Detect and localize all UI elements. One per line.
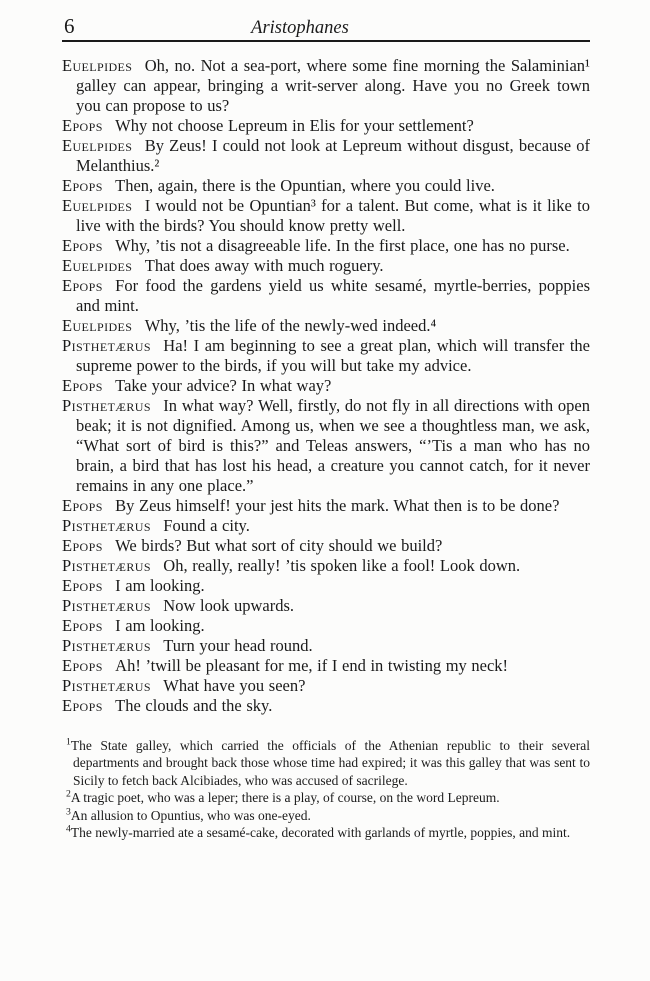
dialogue-section [62,56,590,716]
speech-text: Oh, really, really! ’tis spoken like a fool! Look down. [163,556,521,575]
footnote-text: The State galley, which carried the officials of the Athenian republic to their several departments and brought back those whose time had expired; it was this galley that was sent to Sicily to fetch back Alcibiades, who was accused of sacrilege. [70,738,590,788]
speaker-name: Epops [62,696,103,715]
speaker-name: Euelpides [62,196,133,215]
dialogue-line [62,196,590,236]
speech-text: Why, ’tis the life of the newly-wed indeed.⁴ [144,316,437,335]
dialogue-line [62,236,590,256]
speech-text: Oh, no. Not a sea-port, where some fine morning the Salaminian¹ galley can appear, bringing a writ-server along. Have you no Greek town you can propose to us? [76,56,590,115]
speaker-name: Euelpides [62,256,133,275]
dialogue-line [62,636,590,656]
dialogue-line [62,176,590,196]
speaker-name: Epops [62,276,103,295]
page-number: 6 [64,14,75,38]
speaker-name: Pisthetærus [62,556,151,575]
speaker-name: Pisthetærus [62,516,151,535]
speech-text: Turn your head round. [163,636,313,655]
speech-text: By Zeus! I could not look at Lepreum without disgust, because of Melanthius.² [76,136,590,175]
dialogue-line [62,336,590,376]
dialogue-line [62,696,590,716]
footnote [66,737,590,789]
footnote-text: A tragic poet, who was a leper; there is a play, of course, on the word Lepreum. [70,790,500,806]
speaker-name: Euelpides [62,136,133,155]
speech-text: Ah! ’twill be pleasant for me, if I end in twisting my neck! [115,656,509,675]
dialogue-line [62,496,590,516]
speaker-name: Epops [62,616,103,635]
speaker-name: Epops [62,656,103,675]
speech-text: Then, again, there is the Opuntian, where you could live. [115,176,495,195]
speech-text: Why, ’tis not a disagreeable life. In the first place, one has no purse. [115,236,570,255]
speech-text: I am looking. [115,576,205,595]
dialogue-line [62,516,590,536]
footnote-text: An allusion to Opuntius, who was one-eyed. [70,807,311,823]
dialogue-line [62,136,590,176]
speaker-name: Epops [62,496,103,515]
header-rule [62,40,590,42]
dialogue-line [62,116,590,136]
speech-text: I am looking. [115,616,205,635]
dialogue-line [62,56,590,116]
dialogue-line [62,256,590,276]
footnote-text: The newly-married ate a sesamé-cake, decorated with garlands of myrtle, poppies, and mint. [70,825,571,841]
speech-text: Why not choose Lepreum in Elis for your settlement? [115,116,474,135]
speech-text: Now look upwards. [163,596,294,615]
speech-text: In what way? Well, firstly, do not fly in all directions with open beak; it is not dignified. Among us, when we see a thoughtless man, we ask, “What sort of bird is this?” and Teleas answers, “’Tis a man who has no brain, a bird that has lost his head, a creature you cannot catch, for it never remains in any one place.” [76,396,590,495]
speaker-name: Pisthetærus [62,336,151,355]
speaker-name: Epops [62,536,103,555]
speaker-name: Euelpides [62,56,133,75]
speech-text: What have you seen? [163,676,306,695]
speaker-name: Epops [62,236,103,255]
dialogue-line [62,556,590,576]
speech-text: Found a city. [163,516,250,535]
running-header [62,14,590,40]
dialogue-line [62,676,590,696]
speaker-name: Pisthetærus [62,396,151,415]
dialogue-line [62,616,590,636]
dialogue-line [62,596,590,616]
dialogue-line [62,396,590,496]
footnote-marker: 1 [66,736,71,748]
speaker-name: Epops [62,116,103,135]
running-head-title: Aristophanes [251,18,349,38]
speech-text: Ha! I am beginning to see a great plan, which will transfer the supreme power to the birds, if you will but take my advice. [76,336,590,375]
footnotes-section [66,737,590,841]
footnote [66,824,590,841]
dialogue-line [62,316,590,336]
speaker-name: Epops [62,176,103,195]
speaker-name: Euelpides [62,316,133,335]
speech-text: By Zeus himself! your jest hits the mark. What then is to be done? [115,496,560,515]
dialogue-line [62,376,590,396]
speaker-name: Pisthetærus [62,596,151,615]
speaker-name: Epops [62,376,103,395]
footnote-marker: 4 [66,823,71,835]
dialogue-line [62,656,590,676]
speaker-name: Epops [62,576,103,595]
speaker-name: Pisthetærus [62,636,151,655]
footnote-marker: 2 [66,788,71,800]
dialogue-line [62,276,590,316]
speech-text: That does away with much roguery. [144,256,384,275]
speech-text: We birds? But what sort of city should we build? [115,536,443,555]
speech-text: The clouds and the sky. [115,696,273,715]
speaker-name: Pisthetærus [62,676,151,695]
footnote [66,789,590,806]
dialogue-line [62,536,590,556]
speech-text: For food the gardens yield us white sesamé, myrtle-berries, poppies and mint. [76,276,590,315]
footnote-marker: 3 [66,806,71,818]
speech-text: I would not be Opuntian³ for a talent. But come, what is it like to live with the birds? You should know pretty well. [76,196,590,235]
dialogue-line [62,576,590,596]
speech-text: Take your advice? In what way? [115,376,332,395]
footnote [66,807,590,824]
